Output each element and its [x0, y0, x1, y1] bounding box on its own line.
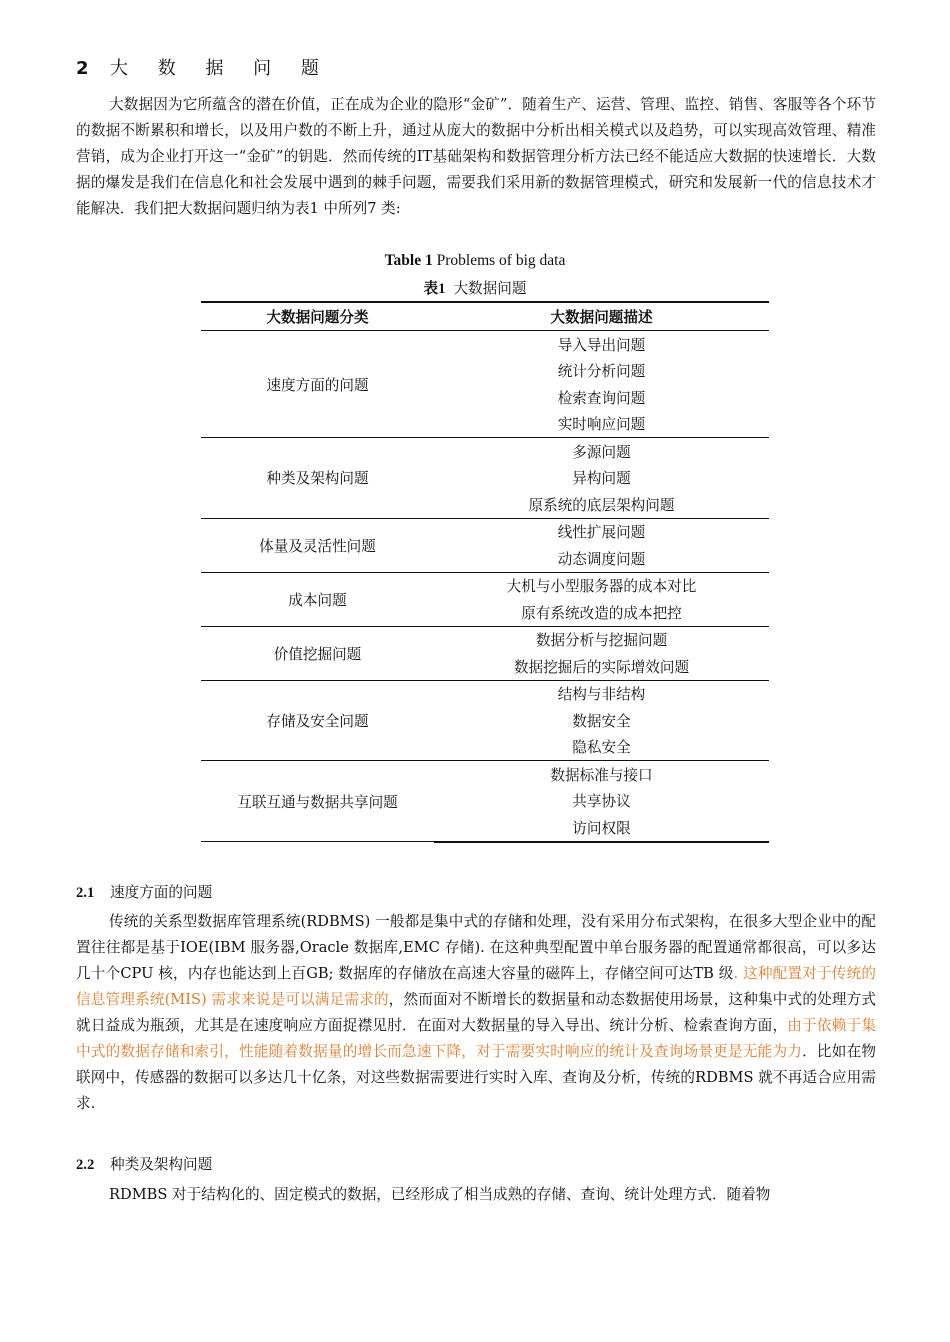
table-cell-description: 访问权限 — [434, 814, 769, 842]
table-cell-description: 数据分析与挖掘问题 — [535, 632, 668, 650]
table-caption-zh-label: 表1 — [423, 281, 446, 297]
table-cell-category: 体量及灵活性问题 — [201, 518, 434, 572]
table-cell-description: 实时响应问题 — [434, 411, 769, 438]
table-group — [201, 518, 769, 572]
table-cell-description: 隐私安全 — [434, 734, 769, 761]
table-cell-description: 统计分析问题 — [557, 363, 646, 381]
paragraph-2-2: RDMBS 对于结构化的、固定模式的数据，已经形成了相当成熟的存储、查询、统计处理方式．随着物 — [109, 1186, 771, 1203]
table-group — [201, 331, 769, 438]
subsection-title: 种类及架构问题 — [110, 1156, 213, 1173]
table-row — [201, 626, 769, 653]
table-caption-en-text: Problems of big data — [436, 252, 566, 269]
table-cell-description: 原有系统改造的成本把控 — [434, 599, 769, 626]
table-cell-category: 价值挖掘问题 — [201, 626, 434, 680]
table-cell-description: 数据挖掘后的实际增效问题 — [434, 653, 769, 680]
table-cell-description: 检索查询问题 — [557, 389, 646, 407]
table-cell-description: 动态调度问题 — [434, 545, 769, 572]
paragraph-2-1-highlight-1: . 这种配置对于传统的信息管理系统(MIS) 需求来说是可以满足需求的 — [76, 965, 876, 1008]
table-group — [201, 626, 769, 680]
table-cell-description: 多源问题 — [572, 443, 631, 461]
table-cell-description: 异构问题 — [572, 470, 631, 488]
subsection-heading-2-2 — [76, 1153, 212, 1174]
table-row — [201, 572, 769, 599]
table-cell-description: 大机与小型服务器的成本对比 — [506, 578, 697, 596]
table-row — [201, 331, 769, 358]
table-cell-description: 结构与非结构 — [557, 686, 646, 704]
section-heading — [76, 54, 331, 80]
table-cell-category: 存储及安全问题 — [201, 680, 434, 761]
subsection-heading-2-1 — [76, 881, 212, 902]
paragraph-2-1-part-e: ．比如在物联网中，传感器的数据可以多达几十亿条，对这些数据需要进行实时入库、查询及分析，传统的RDBMS 就不再适合应用需求. — [76, 1043, 876, 1112]
table-row — [201, 680, 769, 707]
intro-paragraph: 大数据因为它所蕴含的潜在价值，正在成为企业的隐形“金矿”．随着生产、运营、管理、监控、销售、客服等各个环节的数据不断累积和增长，以及用户数的不断上升，通过从庞大的数据中分析出相关模式以及趋势，可以实现高效管理、精准营销，成为企业打开这一“金矿”的钥匙．然而传统的IT基础架构和数据管理分析方法已经不能适应大数据的快速增长．大数据的爆发是我们在信息化和社会发展中遇到的棘手问题，需要我们采用新的数据管理模式，研究和发展新一代的信息技术才能解决．我们把大数据问题归纳为表1 中所列7 类: — [76, 96, 876, 217]
paragraph-2-1-part-c: ，然而面对不断增长的数据量和动态数据使用场景，这种集中式的处理方式就日益成为瓶颈，尤其是在速度响应方面捉襟见肘．在面对大数据量的导入导出、统计分析、检索查询方面， — [76, 991, 876, 1034]
table-cell-description: 线性扩展问题 — [557, 524, 646, 542]
table-group — [201, 438, 769, 519]
table-cell-description: 导入导出问题 — [557, 336, 646, 354]
table-cell-description: 共享协议 — [572, 793, 631, 811]
section-number: 2 — [76, 58, 89, 79]
table-caption-zh — [0, 277, 950, 298]
table-row — [201, 438, 769, 465]
table-cell-description: 原系统的底层架构问题 — [434, 491, 769, 518]
section-title: 大 数 据 问 题 — [110, 58, 331, 79]
header-description: 大数据问题描述 — [434, 302, 769, 331]
paragraph-2-1 — [76, 909, 876, 1117]
table-cell-category: 成本问题 — [201, 572, 434, 626]
table-row — [201, 761, 769, 788]
table-cell-category: 速度方面的问题 — [201, 331, 434, 438]
subsection-title: 速度方面的问题 — [110, 884, 213, 901]
table-group — [201, 761, 769, 842]
subsection-number: 2.2 — [76, 1157, 95, 1173]
table-group — [201, 572, 769, 626]
table-caption-en — [0, 252, 950, 270]
header-category: 大数据问题分类 — [201, 302, 434, 331]
table-cell-description: 数据安全 — [572, 712, 631, 730]
paragraph-2-1-highlight-2: 由于依赖于集中式的数据存储和索引，性能随着数据量的增长而急速下降，对于需要实时响应的统计及查询场景更是无能为力 — [76, 1017, 876, 1060]
table-caption-en-label: Table 1 — [384, 252, 433, 269]
table-cell-category: 种类及架构问题 — [201, 438, 434, 519]
problems-table — [201, 301, 769, 843]
table-row — [201, 518, 769, 545]
paragraph-2-1-part-a: 传统的关系型数据库管理系统(RDBMS) 一般都是集中式的存储和处理，没有采用分布式架构，在很多大型企业中的配置往往都是基于IOE(IBM 服务器,Oracle 数据库,EMC 存储). 在这种典型配置中单台服务器的配置通常都很高，可以多达几十个CPU 核，内存也能达到上百GB; 数据库的存储放在高速大容量的磁阵上，存储空间可达TB 级 — [76, 913, 876, 982]
table-cell-description: 数据标准与接口 — [550, 766, 653, 784]
table-header-row — [201, 302, 769, 331]
table-cell-category: 互联互通与数据共享问题 — [201, 761, 434, 842]
table-group — [201, 680, 769, 761]
table-caption-zh-text: 大数据问题 — [453, 280, 527, 297]
subsection-number: 2.1 — [76, 885, 95, 901]
